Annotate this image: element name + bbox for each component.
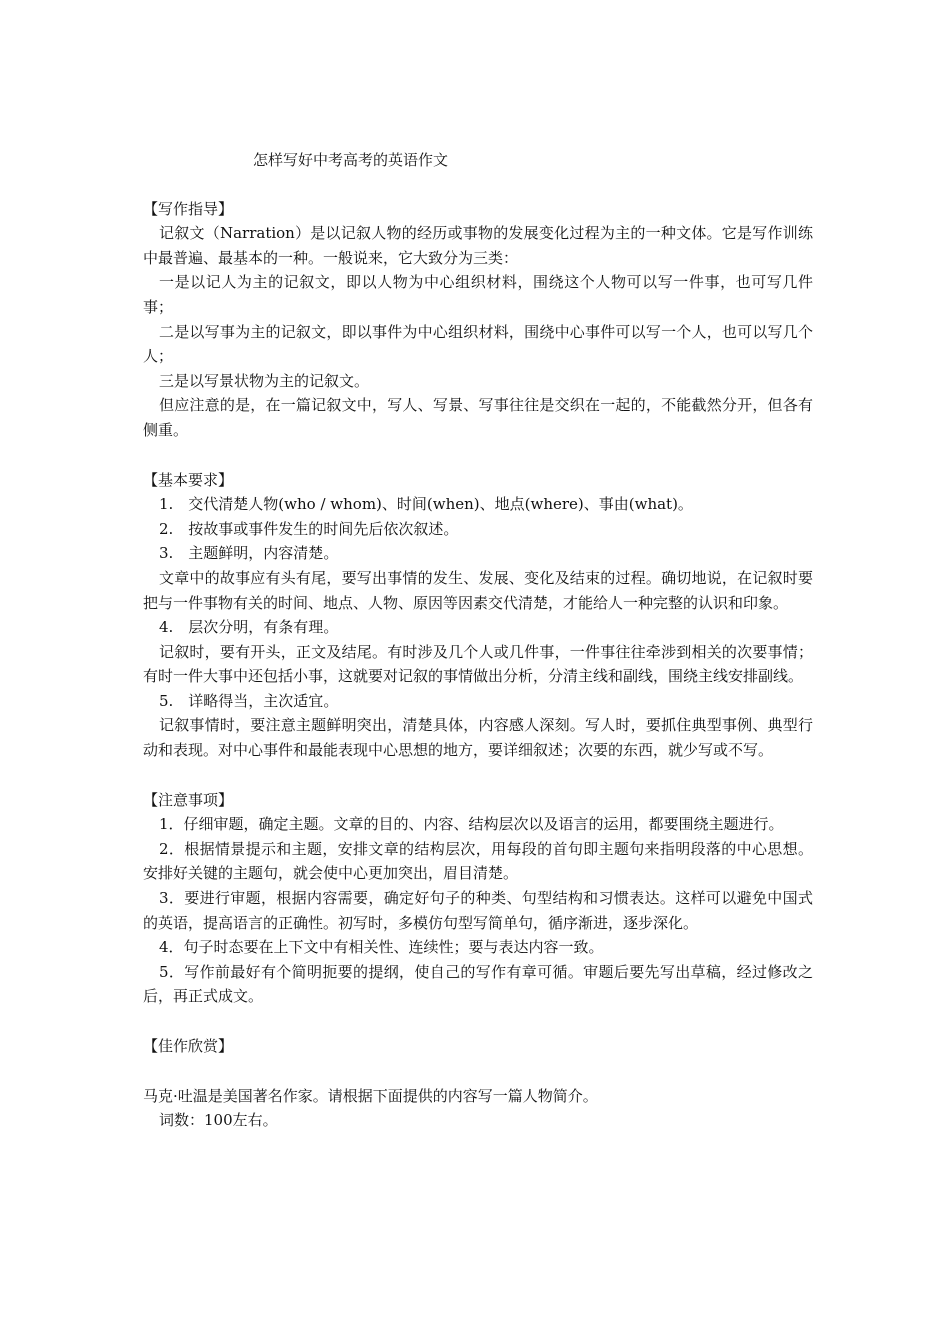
paragraph: 文章中的故事应有头有尾，要写出事情的发生、发展、变化及结束的过程。确切地说，在记叙时要把与一件事物有关的时间、地点、人物、原因等因素交代清楚，才能给人一种完整的认识和印象。	[143, 568, 813, 612]
section-heading-basic-requirements: 【基本要求】	[143, 470, 234, 489]
list-item: 3. 主题鲜明，内容清楚。	[159, 544, 339, 563]
paragraph: 记叙文（Narration）是以记叙人物的经历或事物的发展变化过程为主的一种文体。它是写作训练中最普遍、最基本的一种。一般说来，它大致分为三类：	[143, 224, 813, 267]
task-prompt: 马克·吐温是美国著名作家。请根据下面提供的内容写一篇人物简介。	[143, 1086, 598, 1105]
list-item: 4．句子时态要在上下文中有相关性、连续性；要与表达内容一致。	[159, 938, 604, 957]
list-item: 1. 交代清楚人物(who / whom)、时间(when)、地点(where)、事由(what)。	[159, 495, 693, 514]
spacer	[143, 763, 813, 788]
document-title: 怎样写好中考高考的英语作文	[253, 151, 449, 169]
paragraph: 三是以写景状物为主的记叙文。	[159, 371, 370, 390]
paragraph: 但应注意的是，在一篇记叙文中，写人、写景、写事往往是交织在一起的，不能截然分开，但各有侧重。	[143, 396, 813, 439]
paragraph: 一是以记人为主的记叙文，即以人物为中心组织材料，围绕这个人物可以写一件事，也可写几件事；	[143, 273, 813, 316]
list-item: 2. 按故事或事件发生的时间先后依次叙述。	[159, 519, 459, 538]
document-page	[143, 148, 813, 1133]
section-heading-model-essay: 【佳作欣赏】	[143, 1037, 234, 1055]
paragraph: 记叙时，要有开头，正文及结尾。有时涉及几个人或几件事，一件事往往牵涉到相关的次要事情；有时一件大事中还包括小事，这就要对记叙的事情做出分析，分清主线和副线，围绕主线安排副线。	[143, 642, 813, 686]
task-word-count: 词数：100左右。	[159, 1111, 278, 1130]
spacer	[143, 1009, 813, 1034]
section-heading-writing-guide: 【写作指导】	[143, 199, 234, 218]
spacer	[143, 1059, 813, 1084]
spacer	[143, 443, 813, 468]
paragraph: 记叙事情时，要注意主题鲜明突出，清楚具体，内容感人深刻。写人时，要抓住典型事例、典型行动和表现。对中心事件和最能表现中心思想的地方，要详细叙述；次要的东西，就少写或不写。	[143, 716, 813, 760]
list-item: 3．要进行审题，根据内容需要，确定好句子的种类、句型结构和习惯表达。这样可以避免中国式的英语，提高语言的正确性。初写时，多模仿句型写简单句，循序渐进，逐步深化。	[143, 889, 813, 932]
section-heading-notes: 【注意事项】	[143, 790, 234, 809]
paragraph: 二是以写事为主的记叙文，即以事件为中心组织材料，围绕中心事件可以写一个人，也可以写几个人；	[143, 322, 813, 366]
list-item: 5. 详略得当，主次适宜。	[159, 691, 339, 710]
list-item: 1．仔细审题，确定主题。文章的目的、内容、结构层次以及语言的运用，都要围绕主题进行。	[159, 815, 784, 834]
list-item: 5．写作前最好有个简明扼要的提纲，使自己的写作有章可循。审题后要先写出草稿，经过修改之后，再正式成文。	[143, 962, 813, 1006]
list-item: 4. 层次分明，有条有理。	[159, 618, 339, 637]
list-item: 2．根据情景提示和主题，安排文章的结构层次，用每段的首句即主题句来指明段落的中心思想。安排好关键的主题句，就会使中心更加突出，眉目清楚。	[143, 839, 813, 883]
